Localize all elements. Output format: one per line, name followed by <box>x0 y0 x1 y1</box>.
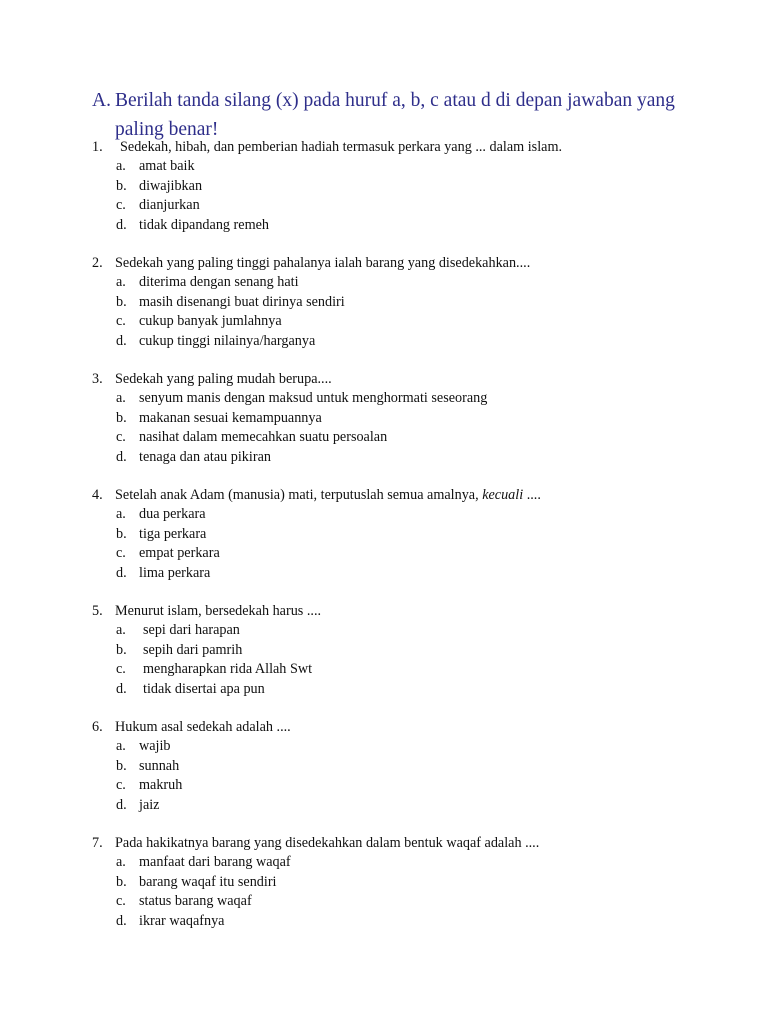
option-text: makruh <box>139 777 183 794</box>
option-text: senyum manis dengan maksud untuk menghormati seseorang <box>139 390 488 407</box>
option-letter: d. <box>116 448 127 465</box>
question-1 <box>92 138 732 235</box>
option-d[interactable] <box>92 332 732 351</box>
option-b[interactable] <box>92 293 732 312</box>
question-number: 2. <box>92 255 103 271</box>
question-text: Sedekah yang paling tinggi pahalanya ialah barang yang disedekahkan.... <box>115 255 531 271</box>
option-c[interactable] <box>92 776 732 795</box>
question-text: Hukum asal sedekah adalah .... <box>115 719 291 735</box>
option-letter: c. <box>116 197 126 214</box>
option-letter: a. <box>116 274 126 291</box>
option-d[interactable] <box>92 796 732 815</box>
option-text: sepi dari harapan <box>143 622 240 639</box>
option-text: jaiz <box>139 796 160 813</box>
option-a[interactable] <box>92 389 732 408</box>
section-heading <box>92 86 692 144</box>
option-letter: a. <box>116 390 126 407</box>
option-b[interactable] <box>92 757 732 776</box>
question-6 <box>92 718 732 815</box>
option-c[interactable] <box>92 660 732 679</box>
question-number: 5. <box>92 603 103 619</box>
option-text: tidak disertai apa pun <box>143 680 265 697</box>
option-text: tiga perkara <box>139 525 207 542</box>
question-text: Pada hakikatnya barang yang disedekahkan dalam bentuk waqaf adalah .... <box>115 835 540 851</box>
option-b[interactable] <box>92 409 732 428</box>
option-letter: d. <box>116 796 127 813</box>
option-b[interactable] <box>92 873 732 892</box>
question-text: Sedekah yang paling mudah berupa.... <box>115 371 332 387</box>
option-b[interactable] <box>92 525 732 544</box>
option-c[interactable] <box>92 428 732 447</box>
option-letter: a. <box>116 506 126 523</box>
option-a[interactable] <box>92 853 732 872</box>
option-b[interactable] <box>92 177 732 196</box>
option-letter: c. <box>116 313 126 330</box>
question-7 <box>92 834 732 931</box>
question-text-after: .... <box>523 487 541 503</box>
section-letter: A. <box>92 90 111 111</box>
option-text: cukup banyak jumlahnya <box>139 313 282 330</box>
option-text: diterima dengan senang hati <box>139 274 299 291</box>
option-d[interactable] <box>92 216 732 235</box>
option-d[interactable] <box>92 680 732 699</box>
option-text: lima perkara <box>139 564 211 581</box>
question-number: 4. <box>92 487 103 503</box>
option-letter: c. <box>116 429 126 446</box>
option-text: barang waqaf itu sendiri <box>139 873 277 890</box>
option-letter: c. <box>116 777 126 794</box>
section-instruction: Berilah tanda silang (x) pada huruf a, b, c atau d di depan jawaban yang paling benar! <box>115 90 675 140</box>
option-letter: a. <box>116 158 126 175</box>
option-text: tenaga dan atau pikiran <box>139 448 271 465</box>
option-a[interactable] <box>92 157 732 176</box>
question-number: 1. <box>92 139 103 155</box>
option-text: manfaat dari barang waqaf <box>139 854 291 871</box>
option-text: makanan sesuai kemampuannya <box>139 409 322 426</box>
option-text: masih disenangi buat dirinya sendiri <box>139 293 345 310</box>
option-d[interactable] <box>92 912 732 931</box>
option-text: sepih dari pamrih <box>143 641 243 658</box>
option-letter: b. <box>116 293 127 310</box>
option-text: status barang waqaf <box>139 893 252 910</box>
option-a[interactable] <box>92 737 732 756</box>
question-text <box>115 486 541 505</box>
option-letter: b. <box>116 177 127 194</box>
option-letter: d. <box>116 680 127 697</box>
option-text: mengharapkan rida Allah Swt <box>143 661 313 678</box>
option-letter: b. <box>116 409 127 426</box>
option-c[interactable] <box>92 892 732 911</box>
option-letter: d. <box>116 912 127 929</box>
option-text: ikrar waqafnya <box>139 912 225 929</box>
question-text-emphasis: kecuali <box>482 487 524 503</box>
option-letter: b. <box>116 873 127 890</box>
option-b[interactable] <box>92 641 732 660</box>
option-c[interactable] <box>92 312 732 331</box>
option-d[interactable] <box>92 448 732 467</box>
question-5 <box>92 602 732 699</box>
option-c[interactable] <box>92 196 732 215</box>
option-letter: b. <box>116 525 127 542</box>
question-number: 7. <box>92 835 103 851</box>
option-letter: b. <box>116 641 127 658</box>
option-text: cukup tinggi nilainya/harganya <box>139 332 316 349</box>
question-2 <box>92 254 732 351</box>
option-c[interactable] <box>92 544 732 563</box>
question-text-before: Setelah anak Adam (manusia) mati, terputuslah semua amalnya, <box>115 487 483 503</box>
option-text: dua perkara <box>139 506 206 523</box>
option-letter: c. <box>116 661 126 678</box>
question-number: 3. <box>92 371 103 387</box>
option-a[interactable] <box>92 621 732 640</box>
option-text: dianjurkan <box>139 197 200 214</box>
option-letter: a. <box>116 738 126 755</box>
option-text: wajib <box>139 738 171 755</box>
option-text: amat baik <box>139 158 195 175</box>
question-number: 6. <box>92 719 103 735</box>
option-letter: a. <box>116 854 126 871</box>
option-text: nasihat dalam memecahkan suatu persoalan <box>139 429 388 446</box>
question-text: Sedekah, hibah, dan pemberian hadiah termasuk perkara yang ... dalam islam. <box>120 139 563 155</box>
option-d[interactable] <box>92 564 732 583</box>
option-text: diwajibkan <box>139 177 203 194</box>
question-text: Menurut islam, bersedekah harus .... <box>115 603 322 619</box>
option-text: tidak dipandang remeh <box>139 216 270 233</box>
option-letter: a. <box>116 622 126 639</box>
option-a[interactable] <box>92 505 732 524</box>
option-text: empat perkara <box>139 545 220 562</box>
question-4 <box>92 486 732 583</box>
option-letter: c. <box>116 545 126 562</box>
option-text: sunnah <box>139 757 180 774</box>
option-a[interactable] <box>92 273 732 292</box>
option-letter: d. <box>116 564 127 581</box>
question-3 <box>92 370 732 467</box>
option-letter: d. <box>116 332 127 349</box>
option-letter: c. <box>116 893 126 910</box>
option-letter: b. <box>116 757 127 774</box>
option-letter: d. <box>116 216 127 233</box>
